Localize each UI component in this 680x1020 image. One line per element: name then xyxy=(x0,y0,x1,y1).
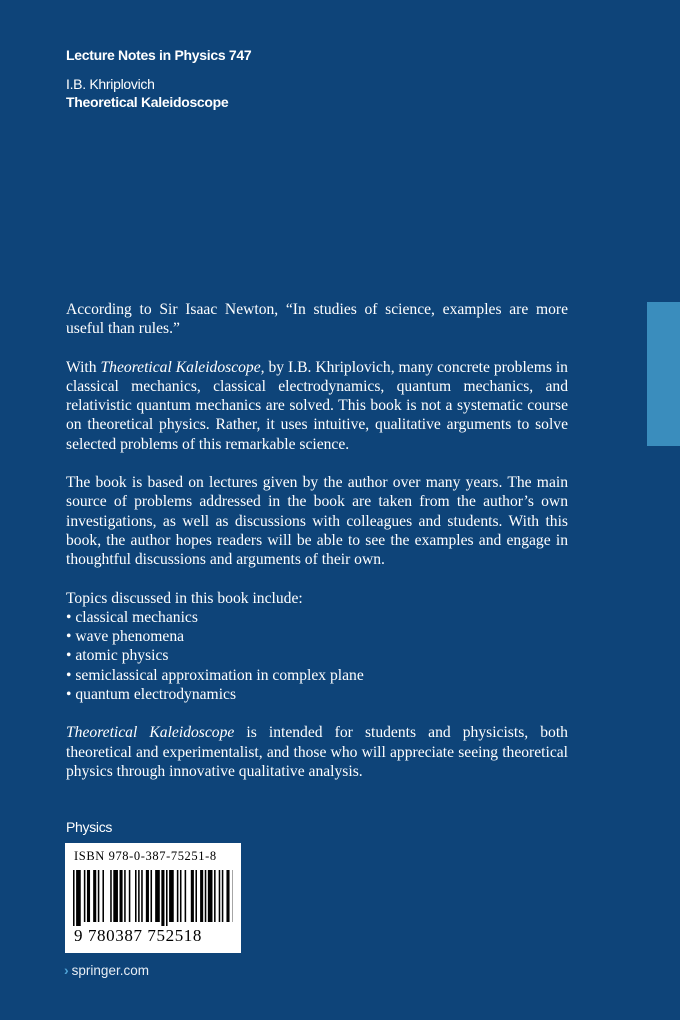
subject-label: Physics xyxy=(66,819,113,835)
barcode-bar xyxy=(138,870,140,922)
book-title: Theoretical Kaleidoscope xyxy=(66,94,229,110)
chevron-right-icon: › xyxy=(64,962,69,978)
barcode-bar xyxy=(98,870,100,922)
barcode-box xyxy=(65,843,241,953)
side-color-tab xyxy=(647,302,680,446)
back-cover-blurb xyxy=(66,300,568,800)
barcode-bar xyxy=(161,870,164,926)
list-item: • atomic physics xyxy=(66,646,568,665)
barcode-bar xyxy=(226,870,229,922)
barcode-bar xyxy=(113,870,118,922)
barcode-bar xyxy=(208,870,213,922)
barcode-bar xyxy=(129,870,131,922)
barcode-bar xyxy=(120,870,123,922)
barcode-bar xyxy=(177,870,179,922)
barcode-bar xyxy=(185,870,187,922)
barcode-bar xyxy=(214,870,216,922)
barcode-bar xyxy=(180,870,182,922)
barcode-bar xyxy=(191,870,194,922)
blurb-paragraph-quote: According to Sir Isaac Newton, “In studies of science, examples are more useful than rules.” xyxy=(66,301,568,338)
barcode-bar xyxy=(205,870,207,922)
barcode-bar xyxy=(73,870,75,926)
list-item: • semiclassical approximation in complex plane xyxy=(66,666,568,685)
isbn-text: ISBN 978-0-387-75251-8 xyxy=(74,849,217,863)
topics-intro: Topics discussed in this book include: xyxy=(66,589,303,607)
author-name: I.B. Khriplovich xyxy=(66,76,155,92)
italic-book-title: Theoretical Kaleidoscope xyxy=(66,724,235,742)
barcode-bar xyxy=(219,870,221,922)
italic-book-title: Theoretical Kaleidoscope, xyxy=(100,358,265,376)
with-prefix: With xyxy=(66,358,101,376)
list-item: • quantum electrodynamics xyxy=(66,685,568,704)
topics-list xyxy=(66,608,568,704)
barcode-bar xyxy=(166,870,168,926)
audience-rest: is intended for students and physicists, both theoretical and experimentalist, and those who will appreciate seeing theoretical physics through innovative qualitative analysis. xyxy=(66,724,568,780)
barcode-bar xyxy=(141,870,143,922)
intro-rest: by I.B. Khriplovich, many concrete problems in classical mechanics, classical electrodynamics, quantum mechanics, and relativistic quantum mechanics are solved. This book is not a systematic course on theoretical physics. Rather, it uses intuitive, qualitative arguments to solve selected problems of this remarkable science. xyxy=(66,358,568,453)
barcode-bar xyxy=(102,870,104,922)
barcode-bar xyxy=(200,870,203,922)
springer-link[interactable] xyxy=(64,962,149,978)
barcode-bar xyxy=(155,870,160,922)
barcode-bar xyxy=(146,870,149,922)
barcode-bar xyxy=(110,870,112,922)
barcode-bar xyxy=(135,870,137,922)
blurb-paragraph-lectures: The book is based on lectures given by the author over many years. The main source of problems addressed in the book are taken from the author’s own investigations, as well as discussions with colleagues and students. With this book, the author hopes readers will be able to see the examples and engage in thoughtful discussions and arguments of their own. xyxy=(66,474,568,569)
barcode-bar xyxy=(124,870,126,922)
springer-link-text: springer.com xyxy=(71,963,149,978)
barcode-bar xyxy=(87,870,90,922)
barcode-bar xyxy=(151,870,153,922)
list-item: • classical mechanics xyxy=(66,608,568,627)
blurb-paragraph-intro xyxy=(66,358,568,454)
series-title: Lecture Notes in Physics 747 xyxy=(66,47,252,63)
barcode-bar xyxy=(76,870,81,926)
barcode-bar xyxy=(169,870,174,922)
blurb-paragraph-audience xyxy=(66,723,568,781)
barcode-bar xyxy=(195,870,197,922)
barcode-bars xyxy=(73,870,233,926)
barcode-bar xyxy=(84,870,86,922)
barcode-bar xyxy=(222,870,224,922)
barcode-bar xyxy=(93,870,96,922)
list-item: • wave phenomena xyxy=(66,627,568,646)
barcode-digits: 9 780387 752518 xyxy=(74,926,202,945)
